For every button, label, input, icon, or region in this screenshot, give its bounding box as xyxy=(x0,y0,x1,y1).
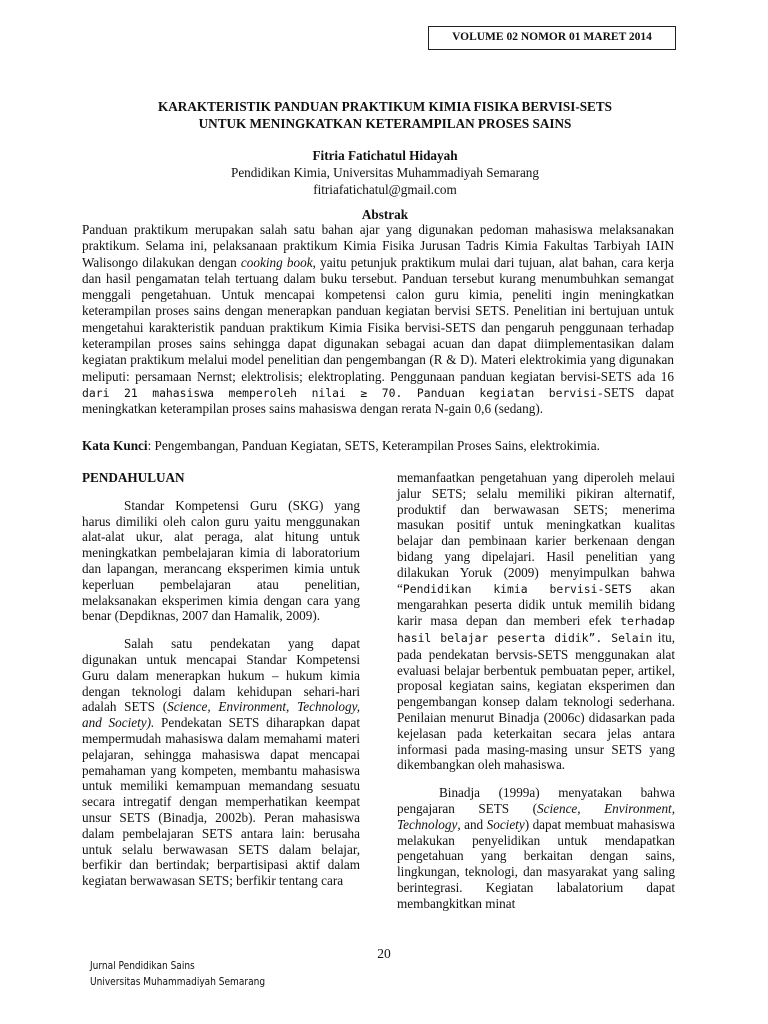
paragraph-4-italic-2: Society xyxy=(486,816,525,832)
section-heading-pendahuluan: PENDAHULUAN xyxy=(82,470,185,485)
volume-label: VOLUME 02 NOMOR 01 MARET 2014 xyxy=(428,26,676,50)
paragraph-3-part-b: akan mengarahkan peserta didik untuk memilih bidang karir masa depan dan memberi efek xyxy=(397,580,675,629)
abstract-text xyxy=(82,222,674,418)
column-right xyxy=(397,470,675,924)
paragraph-3-mono-1: Pendidikan kimia bervisi-SETS xyxy=(402,581,632,596)
paragraph-4-italic-1: Science, Environment, Technology xyxy=(397,800,675,832)
author-affiliation: Pendidikan Kimia, Universitas Muhammadiyah Semarang xyxy=(230,165,539,180)
title-line-1: KARAKTERISTIK PANDUAN PRAKTIKUM KIMIA FISIKA BERVISI-SETS xyxy=(158,99,612,114)
paragraph-3-part-c: itu, pada pendekatan bervsis-SETS menggunakan alat evaluasi belajar berbentuk pembuatan peper, artikel, proposal kegiatan sains, kegiatan eksperimen dan pengembangan konsep dalam teknologi sederhana. Penilaian menurut Binadja (2006c) didasarkan pada kejelasan pada keterkaitan secara jelas antara informasi pada masing-masing unsur SETS yang dikembangkan oleh mahasiswa. xyxy=(397,629,675,773)
paragraph-2-italic: Science, Environment, Technology, and Society). xyxy=(82,699,360,731)
paragraph-3 xyxy=(397,470,675,773)
footer-journal: Jurnal Pendidikan Sains xyxy=(90,959,195,972)
paper-title xyxy=(80,98,690,132)
paragraph-2 xyxy=(82,636,360,889)
abstract-heading: Abstrak xyxy=(361,207,409,222)
paragraph-4-part-c: ) dapat membuat mahasiswa melakukan penyelidikan untuk mendapatkan pengetahuan yang berkaitan dengan sains, lingkungan, teknologi, dan masyarakat yang saling berintegrasi. Kegiatan labalatorium dapat membangkitkan minat xyxy=(397,816,676,911)
paragraph-2-part-a: Salah satu pendekatan yang dapat digunakan untuk mencapai Standar Kompetensi Guru dalam menerapkan hukum – hukum kimia dengan teknologi dalam kehidupan sehari-hari adalah SETS ( xyxy=(82,636,360,715)
keywords xyxy=(82,438,674,454)
author-block xyxy=(80,147,690,198)
paragraph-2-part-b: Pendekatan SETS diharapkan dapat mempermudah mahasiswa dalam memahami materi pelajaran, sehingga mahasiswa dapat mencapai pemahaman yang kompeten, membantu mahasiswa untuk memiliki kemampuan memandang sesuatu secara intregatif dengan memperhatikan keempat unsur SETS (Binadja, 2002b). Peran mahasiswa dalam pembelajaran SETS antara lain: berusaha untuk selalu berwawasan SETS dalam belajar, berfikir dan bertindak; berpartisipasi aktif dalam kegiatan berwawasan SETS; berfikir tentang cara xyxy=(82,715,360,889)
abstract-part-1: Panduan praktikum merupakan salah satu bahan ajar yang digunakan pedoman mahasiswa melaksanakan praktikum. Selama ini, pelaksanaan praktikum Kimia Fisika Jurusan Tadris Kimia Fakultas Tarbiyah IAIN Walisongo dilakukan dengan xyxy=(82,222,674,270)
author-email: fitriafatichatul@gmail.com xyxy=(313,182,457,197)
paragraph-1: Standar Kompetensi Guru (SKG) yang harus dimiliki oleh calon guru yaitu menggunakan alat-alat ukur, alat peraga, alat hitung untuk meningkatkan pembelajaran kimia di laboratorium dan lapangan, merancang eksperimen kimia untuk keperluan pembelajaran atau penelitian, melaksanakan eksperimen kimia dengan cara yang benar (Depdiknas, 2007 dan Hamalik, 2009). xyxy=(82,497,360,624)
footer xyxy=(90,958,265,990)
abstract-mono-segment: dari 21 mahasiswa memperoleh nilai ≥ 70. Panduan kegiatan bervisi- xyxy=(82,385,604,400)
abstract-italic-cooking-book: cooking book xyxy=(240,254,313,270)
abstract-part-3: SETS dapat meningkatkan keterampilan proses sains mahasiswa dengan rerata N-gain 0,6 (sedang). xyxy=(82,384,674,417)
keywords-text: : Pengembangan, Panduan Kegiatan, SETS, Keterampilan Proses Sains, elektrokimia. xyxy=(147,438,600,453)
paragraph-3-part-a: memanfaatkan pengetahuan yang diperoleh melaui jalur SETS; selalu memiliki pikiran alternatif, produktif dan berwawasan SETS; menerima masukan positif untuk meningkatkan kualitas belajar dan pembinaan karier berkenaan dengan bidang yang dipelajari. Hasil penelitian yang dilakukan Yoruk (2009) menyimpulkan bahwa “ xyxy=(397,470,675,596)
title-line-2: UNTUK MENINGKATKAN KETERAMPILAN PROSES SAINS xyxy=(198,116,572,131)
author-name: Fitria Fatichatul Hidayah xyxy=(312,148,458,163)
paragraph-3-mono-2: terhadap hasil belajar peserta didik”. Selain xyxy=(397,614,675,645)
page-number: 20 xyxy=(377,946,391,961)
paragraph-4-part-b: , and xyxy=(457,816,487,832)
paragraph-4-part-a: Binadja (1999a) menyatakan bahwa pengajaran SETS ( xyxy=(397,785,675,816)
paragraph-4 xyxy=(397,785,675,911)
column-left xyxy=(82,470,360,901)
abstract-part-2: , yaitu petunjuk praktikum mulai dari tujuan, alat bahan, cara kerja dan hasil pengamatan telah tertuang dalam buku tersebut. Panduan tersebut kurang menumbuhkan semangat menggali pengetahuan. Untuk mencapai kompetensi calon guru kimia, peneliti ingin meningkatkan keterampilan proses sains dengan menerapkan panduan kegiatan bervisi SETS. Penelitian ini bertujuan untuk mengetahui karakteristik panduan praktikum Kimia Fisika bervisi-SETS dan pengaruh penggunaan terhadap keterampilan proses sains sehingga dapat digunakan sebagai acuan dan dapat diimplementasikan dalam kegiatan praktikum melalui model penelitian dan pengembangan (R & D). Materi elektrokimia yang digunakan meliputi: persamaan Nernst; elektrolisis; elektroplating. Penggunaan panduan kegiatan bervisi-SETS ada 16 xyxy=(82,254,674,384)
keywords-label: Kata Kunci xyxy=(82,438,148,453)
footer-university: Universitas Muhammadiyah Semarang xyxy=(90,975,266,988)
